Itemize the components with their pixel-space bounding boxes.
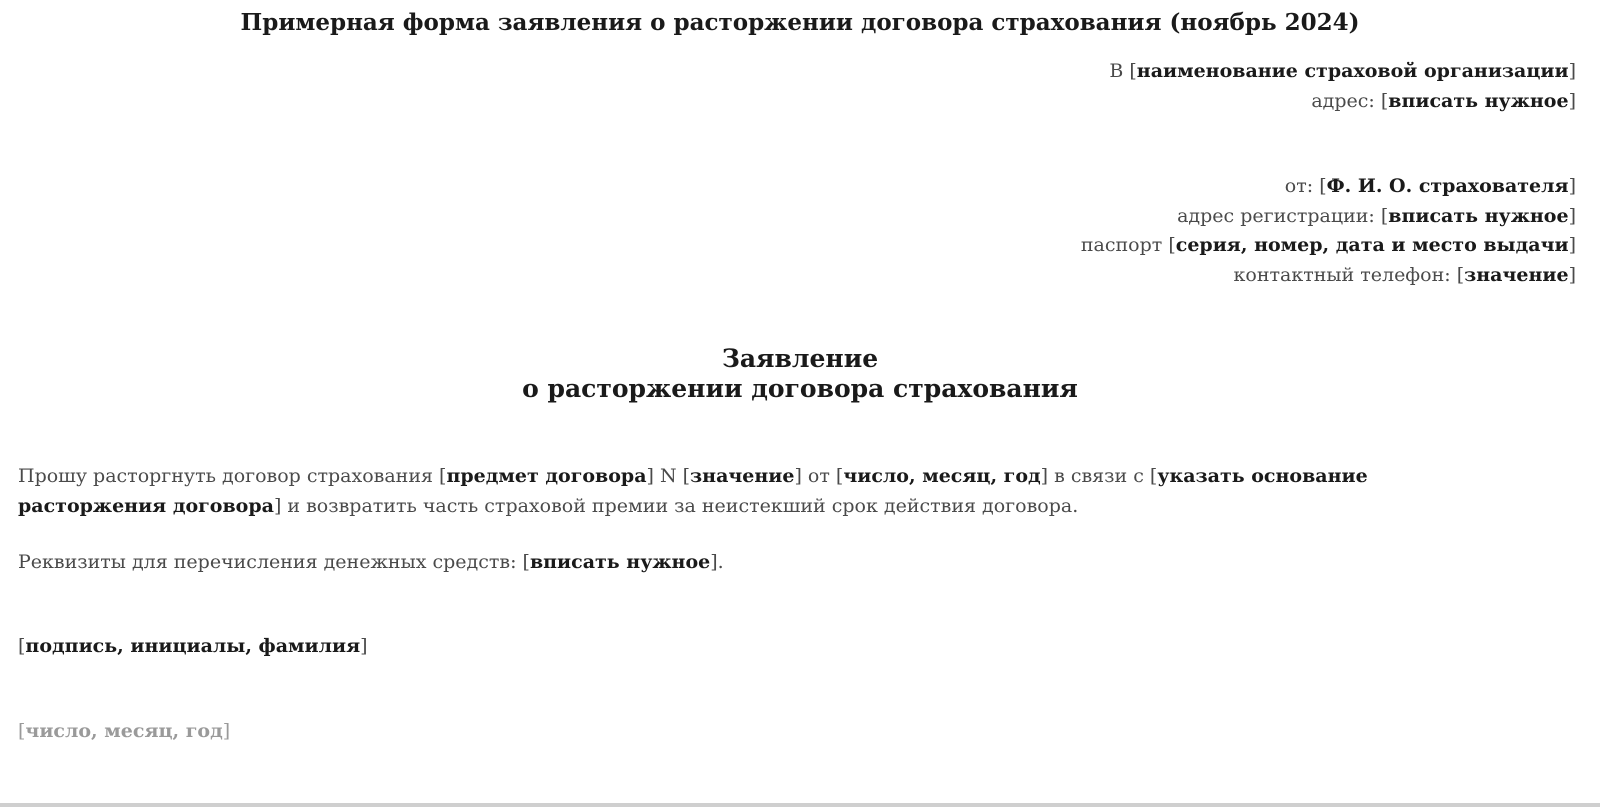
sender-phone-line (1081, 261, 1576, 291)
bank-details-placeholder: вписать нужное (529, 551, 711, 573)
recipient-address-line (1109, 87, 1576, 117)
signature-line (18, 632, 1498, 662)
request-text-4: ] в связи с [ (1040, 465, 1158, 487)
bank-details-text: Реквизиты для перечисления денежных средств: [ (18, 551, 530, 573)
sender-passport-line (1081, 231, 1576, 261)
date-close-bracket: ] (222, 720, 231, 742)
sender-name-prefix: от: [ (1284, 175, 1327, 197)
sender-phone-placeholder: значение (1464, 263, 1569, 286)
sender-phone-prefix: контактный телефон: [ (1233, 263, 1465, 286)
contract-date-placeholder: число, месяц, год (843, 465, 1041, 487)
sender-registration-suffix: ] (1568, 204, 1576, 227)
contract-number-placeholder: значение (690, 465, 795, 487)
recipient-organization-placeholder: наименование страховой организации (1136, 60, 1569, 82)
statement-heading (0, 344, 1600, 404)
contract-subject-placeholder: предмет договора (446, 465, 647, 487)
recipient-organization-prefix: В [ (1109, 60, 1137, 82)
sender-name-placeholder: Ф. И. О. страхователя (1326, 175, 1569, 197)
sender-name-suffix: ] (1568, 175, 1576, 197)
sender-phone-suffix: ] (1568, 263, 1576, 286)
date-open-bracket: [ (18, 720, 26, 742)
sender-passport-suffix: ] (1568, 234, 1576, 256)
request-text-2: ] N [ (646, 465, 691, 487)
bank-details-suffix: ]. (710, 551, 724, 573)
sender-registration-line (1081, 202, 1576, 232)
date-line (18, 717, 1498, 747)
request-text-5: ] и возвратить часть страховой премии за неистекший срок действия договора. (273, 494, 1079, 517)
date-placeholder: число, месяц, год (25, 720, 223, 742)
request-paragraph (18, 462, 1498, 521)
bottom-divider (0, 803, 1600, 807)
statement-heading-line2: о расторжении договора страхования (522, 374, 1078, 403)
recipient-address-suffix: ] (1568, 89, 1576, 112)
sender-name-line (1081, 172, 1576, 202)
recipient-organization-suffix: ] (1568, 60, 1576, 82)
statement-heading-line1: Заявление (721, 344, 879, 373)
recipient-address-placeholder: вписать нужное (1388, 89, 1569, 112)
sender-registration-placeholder: вписать нужное (1388, 204, 1569, 227)
document-title: Примерная форма заявления о расторжении договора страхования (ноябрь 2024) (240, 9, 1360, 36)
sender-passport-placeholder: серия, номер, дата и место выдачи (1175, 234, 1569, 256)
sender-registration-prefix: адрес регистрации: [ (1177, 204, 1389, 227)
recipient-organization-line (1109, 57, 1576, 87)
request-text-1: Прошу расторгнуть договор страхования [ (18, 465, 447, 487)
request-text-3: ] от [ (794, 465, 844, 487)
bank-details-paragraph (18, 548, 1498, 578)
signature-open-bracket: [ (18, 635, 26, 657)
sender-passport-prefix: паспорт [ (1080, 234, 1176, 256)
recipient-address-prefix: адрес: [ (1311, 89, 1389, 112)
signature-placeholder: подпись, инициалы, фамилия (25, 635, 361, 657)
signature-close-bracket: ] (360, 635, 368, 657)
termination-reason-placeholder: указать основание расторжения договора (18, 465, 1368, 517)
sender-block (1081, 172, 1576, 290)
recipient-block (1109, 57, 1576, 116)
